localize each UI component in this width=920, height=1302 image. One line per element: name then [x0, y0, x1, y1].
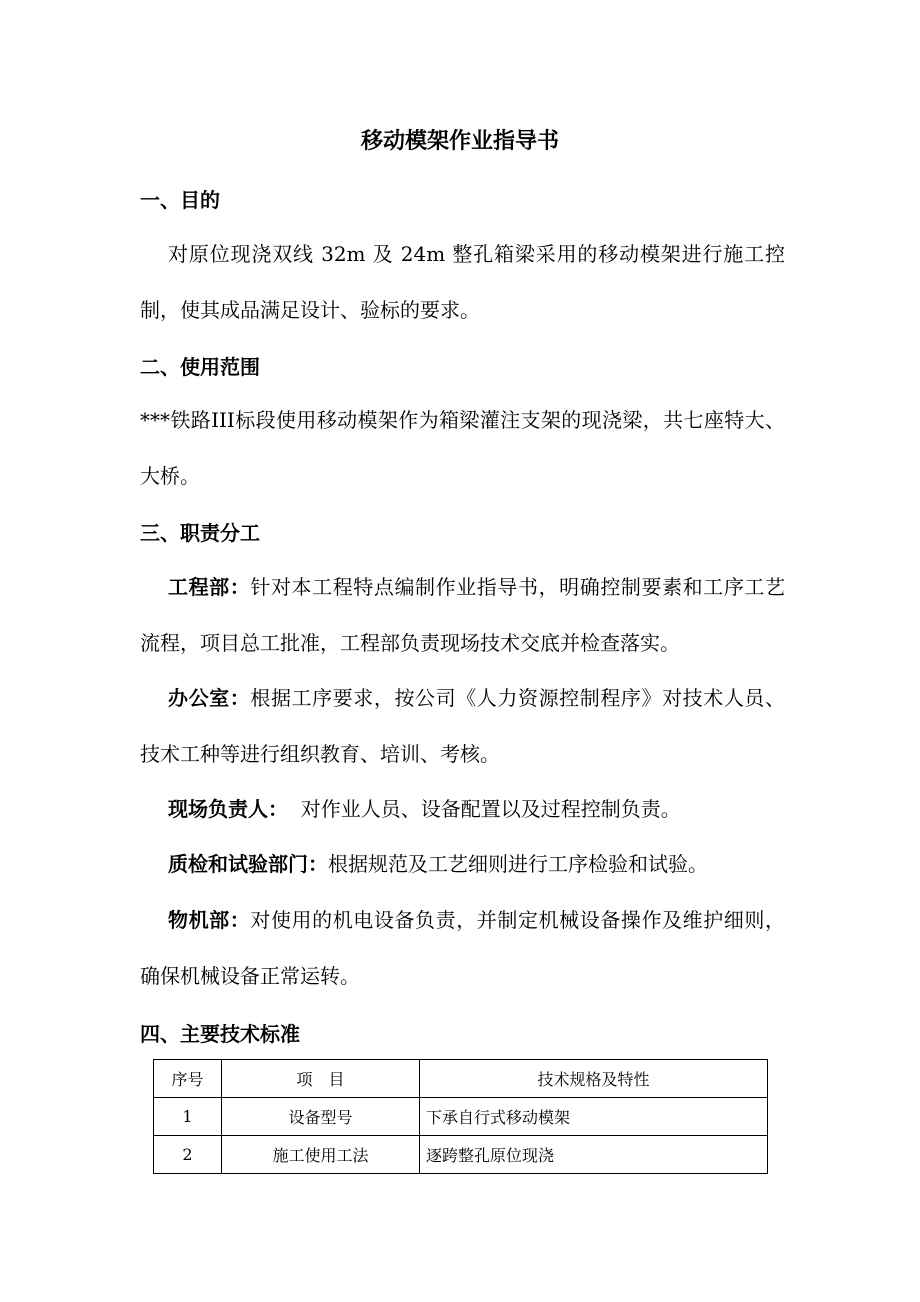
responsibility-label: 工程部： — [168, 575, 251, 599]
table-header-cell: 技术规格及特性 — [420, 1060, 768, 1098]
responsibility-text: 针对本工程特点编制作业指导书，明确控制要素和工序工艺流程，项目总工批准，工程部负责现场技术交底并检查落实。 — [140, 575, 786, 655]
table-header-cell: 序号 — [154, 1060, 222, 1098]
responsibility-office — [140, 670, 785, 782]
responsibility-label: 质检和试验部门： — [168, 852, 328, 876]
table-cell: 1 — [154, 1098, 222, 1136]
technical-standards-table — [153, 1059, 768, 1174]
section-heading-purpose: 一、目的 — [140, 188, 220, 212]
responsibility-text: 根据工序要求，按公司《人力资源控制程序》对技术人员、技术工种等进行组织教育、培训、考核。 — [140, 686, 786, 766]
table-row — [154, 1136, 768, 1174]
responsibility-label: 物机部： — [168, 908, 251, 932]
responsibility-text: 根据规范及工艺细则进行工序检验和试验。 — [328, 852, 708, 876]
purpose-paragraph: 对原位现浇双线 32m 及 24m 整孔箱梁采用的移动模架进行施工控制，使其成品满足设计、验标的要求。 — [140, 242, 785, 322]
responsibility-quality-testing — [140, 836, 785, 892]
table-cell: 设备型号 — [222, 1098, 420, 1136]
responsibility-engineering — [140, 559, 785, 671]
section-heading-scope: 二、使用范围 — [140, 355, 260, 379]
table-cell: 施工使用工法 — [222, 1136, 420, 1174]
responsibility-machinery — [140, 892, 785, 1004]
table-cell: 2 — [154, 1136, 222, 1174]
responsibility-label: 办公室： — [168, 686, 251, 710]
responsibility-label: 现场负责人： — [168, 797, 288, 821]
responsibility-site-manager — [140, 781, 785, 837]
table-header-row — [154, 1060, 768, 1098]
responsibility-text: 对使用的机电设备负责，并制定机械设备操作及维护细则，确保机械设备正常运转。 — [140, 908, 786, 988]
table-row — [154, 1098, 768, 1136]
scope-paragraph: ***铁路III标段使用移动模架作为箱梁灌注支架的现浇梁，共七座特大、大桥。 — [140, 408, 785, 488]
table-cell: 逐跨整孔原位现浇 — [420, 1136, 768, 1174]
table-cell: 下承自行式移动模架 — [420, 1098, 768, 1136]
responsibility-text: 对作业人员、设备配置以及过程控制负责。 — [288, 797, 681, 821]
section-heading-responsibilities: 三、职责分工 — [140, 521, 260, 545]
section-heading-technical-standards: 四、主要技术标准 — [140, 1022, 300, 1046]
document-title: 移动模架作业指导书 — [360, 129, 559, 154]
table-header-cell: 项 目 — [222, 1060, 420, 1098]
